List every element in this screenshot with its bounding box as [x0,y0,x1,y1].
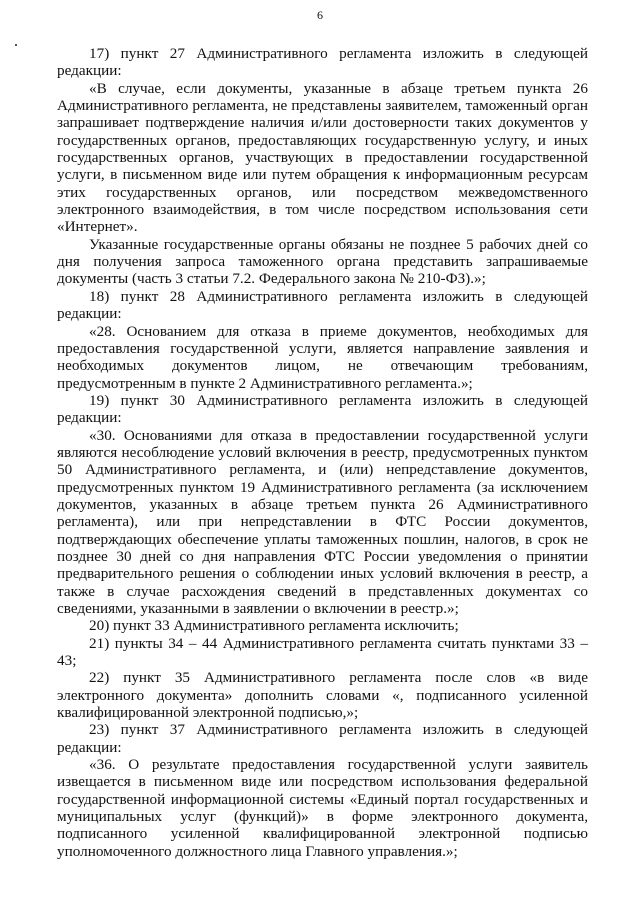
item-23-text-paragraph: «36. О результате предоставления государственной услуги заявитель извещается в письменном виде или посредством использования федеральной государственной информационной системы «Единый портал государственных и муниципальных услуг (функций)» в форме электронного документа, подписанного усиленной квалифицированной электронной подписью уполномоченного должностного лица Главного управления.»; [57,756,588,860]
item-23-paragraph: 23) пункт 37 Административного регламента изложить в следующей редакции: [57,721,588,756]
item-18-text-paragraph: «28. Основанием для отказа в приеме документов, необходимых для предоставления государственной услуги, является направление заявления и необходимых документов лицом, не отвечающим требованиям, предусмотренным в пункте 2 Административного регламента.»; [57,322,588,392]
item-17-paragraph: 17) пункт 27 Административного регламента изложить в следующей редакции: [57,45,588,80]
document-body [57,45,588,860]
item-17-text-paragraph-2: Указанные государственные органы обязаны не позднее 5 рабочих дней со дня получения запроса таможенного органа представить запрашиваемые документы (часть 3 статьи 7.2. Федерального закона № 210-ФЗ).»; [57,235,588,288]
item-19-paragraph: 19) пункт 30 Административного регламента изложить в следующей редакции: [57,391,588,427]
item-17-text-paragraph: «В случае, если документы, указанные в абзаце третьем пункта 26 Административного регламента, не представлены заявителем, таможенный орган запрашивает подтверждение наличия и/или достоверности таких документов у государственных органов, предоставляющих государственную услугу, и иных государственных органов, участвующих в предоставлении государственной услуги, в письменном виде или путем обращения к информационным ресурсам этих государственных органов, или посредством межведомственного электронного взаимодействия, в том числе посредством использования сети «Интернет». [57,79,588,236]
item-21-paragraph: 21) пункты 34 – 44 Административного регламента считать пунктами 33 – 43; [57,634,588,670]
item-22-paragraph: 22) пункт 35 Административного регламента после слов «в виде электронного документа» дополнить словами «, подписанного усиленной квалифицированной электронной подписью,»; [57,669,588,722]
item-18-paragraph: 18) пункт 28 Административного регламента изложить в следующей редакции: [57,287,588,323]
scan-speck [15,44,17,46]
page-number: 6 [317,8,323,22]
item-20-paragraph: 20) пункт 33 Административного регламента исключить; [89,617,459,635]
item-19-text-paragraph: «30. Основаниями для отказа в предоставлении государственной услуги являются несоблюдение условий включения в реестр, предусмотренных пунктом 50 Административного регламента, и (или) непредставление документов, предусмотренных пунктом 19 Административного регламента (за исключением документов, указанных в абзаце третьем пункта 26 Административного регламента), или при непредставлении в ФТС России документов, подтверждающих обеспечение уплаты таможенных пошлин, налогов, в срок не позднее 30 дней со дня направления ФТС России уведомления о принятии предварительного решения о соблюдении иных условий включения в реестр, а также в случае расхождения сведений в представленных документах со сведениями, указанными в заявлении о включении в реестр.»; [57,426,588,617]
